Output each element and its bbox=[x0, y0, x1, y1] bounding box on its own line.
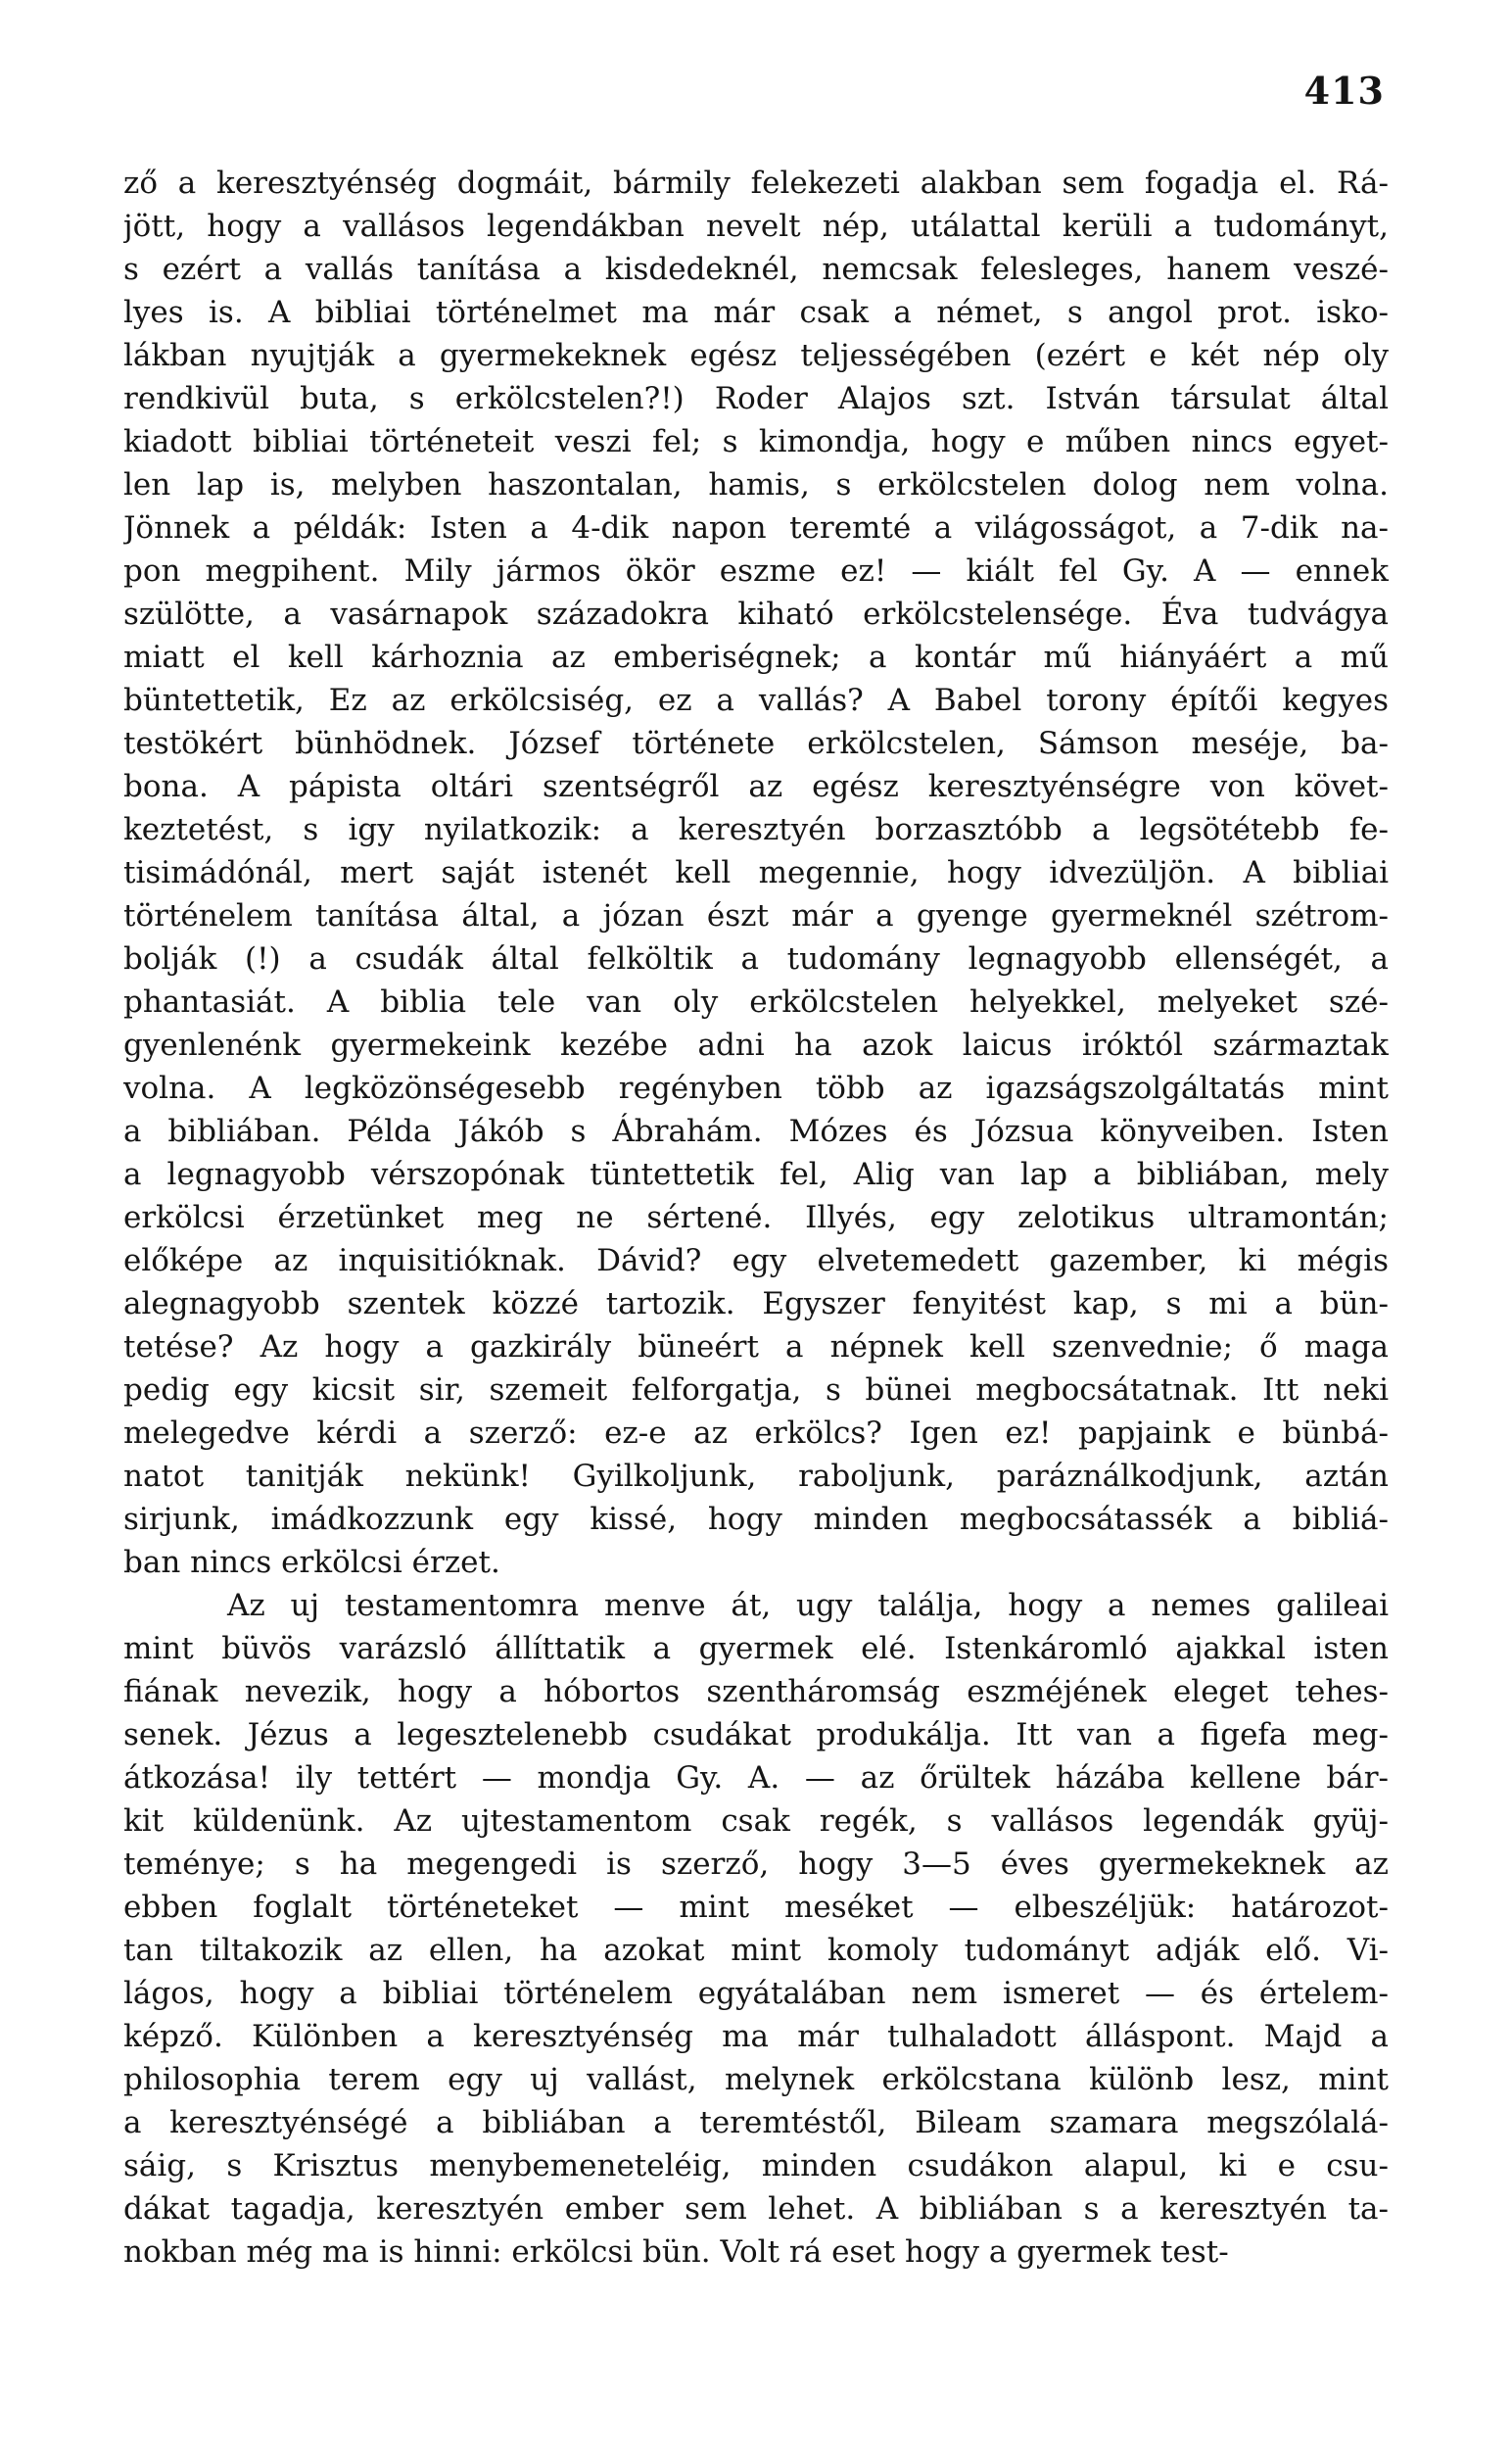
text-line: büntettetik, Ez az erkölcsiség, ez a vallás? A Babel torony építői kegyes bbox=[123, 683, 1389, 718]
text-line: pedig egy kicsit sir, szemeit felforgatja, s bünei megbocsátatnak. Itt neki bbox=[123, 1372, 1389, 1408]
text-line: testökért bünhödnek. József története erkölcstelen, Sámson meséje, ba- bbox=[123, 726, 1389, 761]
text-line: len lap is, melyben haszontalan, hamis, s erkölcstelen dolog nem volna. bbox=[123, 467, 1389, 503]
text-line: átkozása! ily tettért — mondja Gy. A. — az őrültek házába kellene bár- bbox=[123, 1760, 1389, 1796]
text-line: rendkivül buta, s erkölcstelen?!) Roder Alajos szt. István társulat által bbox=[123, 381, 1389, 416]
text-line: Jönnek a példák: Isten a 4-dik napon teremté a világosságot, a 7-dik na- bbox=[123, 510, 1389, 546]
paragraph bbox=[123, 162, 1389, 1584]
text-line: a legnagyobb vérszopónak tüntettetik fel, Alig van lap a bibliában, mely bbox=[123, 1157, 1389, 1192]
text-line: alegnagyobb szentek közzé tartozik. Egyszer fenyitést kap, s mi a bün- bbox=[123, 1286, 1389, 1321]
text-line: fiának nevezik, hogy a hóbortos szentháromság eszméjének eleget tehes- bbox=[123, 1674, 1389, 1709]
text-line: a bibliában. Példa Jákób s Ábrahám. Mózes és Józsua könyveiben. Isten bbox=[123, 1114, 1389, 1149]
text-line: sáig, s Krisztus menybemeneteléig, minden csudákon alapul, ki e csu- bbox=[123, 2148, 1389, 2183]
text-line: s ezért a vallás tanítása a kisdedeknél, nemcsak felesleges, hanem veszé- bbox=[123, 252, 1389, 287]
text-line: gyenlenénk gyermekeink kezébe adni ha azok laicus iróktól származtak bbox=[123, 1028, 1389, 1063]
text-line: miatt el kell kárhoznia az emberiségnek; a kontár mű hiányáért a mű bbox=[123, 640, 1389, 675]
text-line: tisimádónál, mert saját istenét kell megennie, hogy idvezüljön. A bibliai bbox=[123, 855, 1389, 890]
text-line: lákban nyujtják a gyermekeknek egész teljességében (ezért e két nép oly bbox=[123, 338, 1389, 373]
text-line: Az uj testamentomra menve át, ugy találja, hogy a nemes galileai bbox=[227, 1588, 1389, 1623]
text-line: nokban még ma is hinni: erkölcsi bün. Volt rá eset hogy a gyermek test- bbox=[123, 2234, 1229, 2270]
text-line: történelem tanítása által, a józan észt már a gyenge gyermeknél szétrom- bbox=[123, 898, 1389, 934]
text-line: bolják (!) a csudák által felköltik a tudomány legnagyobb ellenségét, a bbox=[123, 941, 1389, 977]
text-line: szülötte, a vasárnapok századokra kiható erkölcstelensége. Éva tudvágya bbox=[123, 597, 1389, 632]
text-line: kiadott bibliai történeteit veszi fel; s kimondja, hogy e műben nincs egyet- bbox=[123, 424, 1389, 459]
text-line: a keresztyénségé a bibliában a teremtéstől, Bileam szamara megszólalá- bbox=[123, 2105, 1389, 2140]
text-line: erkölcsi érzetünket meg ne sértené. Illyés, egy zelotikus ultramontán; bbox=[123, 1200, 1389, 1235]
body-text bbox=[123, 162, 1389, 2274]
text-line: ző a keresztyénség dogmáit, bármily felekezeti alakban sem fogadja el. Rá- bbox=[123, 166, 1389, 201]
text-line: volna. A legközönségesebb regényben több az igazságszolgáltatás mint bbox=[123, 1071, 1389, 1106]
paragraph bbox=[123, 1584, 1389, 2274]
text-line: jött, hogy a vallásos legendákban nevelt nép, utálattal kerüli a tudományt, bbox=[123, 209, 1389, 244]
text-line: kit küldenünk. Az ujtestamentom csak regék, s vallásos legendák gyüj- bbox=[123, 1803, 1389, 1839]
text-line: ebben foglalt történeteket — mint meséket — elbeszéljük: határozot- bbox=[123, 1890, 1389, 1925]
text-line: pon megpihent. Mily jármos ökör eszme ez! — kiált fel Gy. A — ennek bbox=[123, 553, 1389, 589]
text-line: lágos, hogy a bibliai történelem egyátalában nem ismeret — és értelem- bbox=[123, 1976, 1389, 2011]
text-line: melegedve kérdi a szerző: ez-e az erkölcs? Igen ez! papjaink e bünbá- bbox=[123, 1415, 1389, 1451]
text-line: képző. Különben a keresztyénség ma már tulhaladott álláspont. Majd a bbox=[123, 2019, 1389, 2054]
text-line: philosophia terem egy uj vallást, melynek erkölcstana különb lesz, mint bbox=[123, 2062, 1389, 2097]
text-line: mint büvös varázsló állíttatik a gyermek elé. Istenkáromló ajakkal isten bbox=[123, 1631, 1389, 1666]
text-line: dákat tagadja, keresztyén ember sem lehet. A bibliában s a keresztyén ta- bbox=[123, 2191, 1389, 2227]
text-line: bona. A pápista oltári szentségről az egész keresztyénségre von követ- bbox=[123, 769, 1389, 804]
text-line: előképe az inquisitióknak. Dávid? egy elvetemedett gazember, ki mégis bbox=[123, 1243, 1389, 1278]
text-line: tetése? Az hogy a gazkirály büneért a népnek kell szenvednie; ő maga bbox=[123, 1329, 1389, 1365]
text-line: lyes is. A bibliai történelmet ma már csak a német, s angol prot. isko- bbox=[123, 295, 1389, 330]
text-line: tan tiltakozik az ellen, ha azokat mint komoly tudományt adják elő. Vi- bbox=[123, 1933, 1389, 1968]
text-line: keztetést, s igy nyilatkozik: a keresztyén borzasztóbb a legsötétebb fe- bbox=[123, 812, 1389, 847]
text-line: ban nincs erkölcsi érzet. bbox=[123, 1545, 500, 1580]
text-line: senek. Jézus a legesztelenebb csudákat produkálja. Itt van a figefa meg- bbox=[123, 1717, 1389, 1752]
text-line: sirjunk, imádkozzunk egy kissé, hogy minden megbocsátassék a bibliá- bbox=[123, 1502, 1389, 1537]
text-line: teménye; s ha megengedi is szerző, hogy 3—5 éves gyermekeknek az bbox=[123, 1846, 1389, 1882]
text-line: phantasiát. A biblia tele van oly erkölcstelen helyekkel, melyeket szé- bbox=[123, 984, 1389, 1020]
page-number: 413 bbox=[1303, 69, 1385, 113]
text-line: natot tanitják nekünk! Gyilkoljunk, raboljunk, paráználkodjunk, aztán bbox=[123, 1459, 1389, 1494]
